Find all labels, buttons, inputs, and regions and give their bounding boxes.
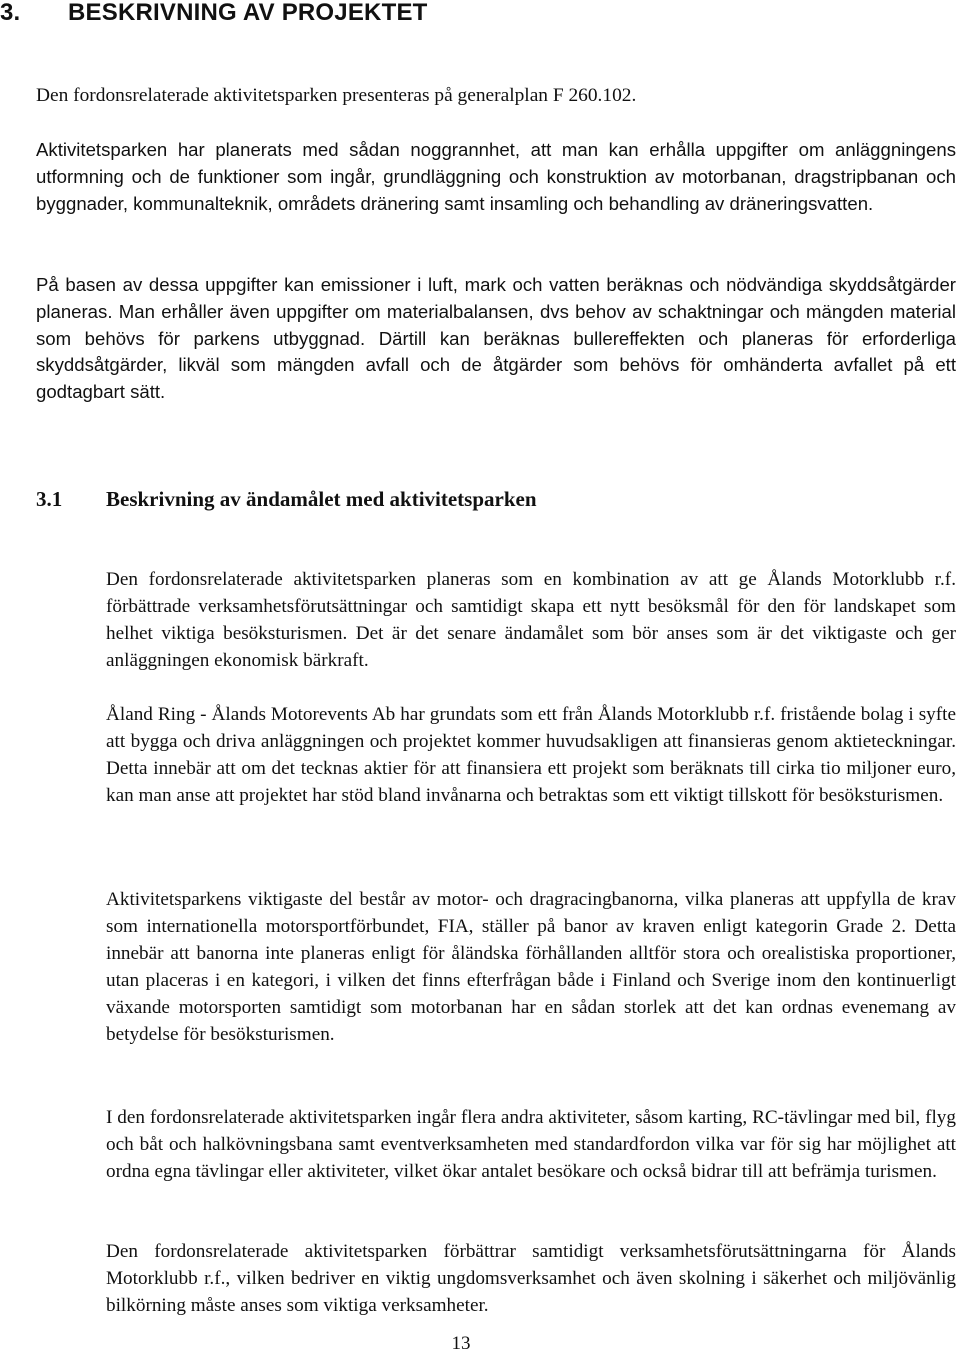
chapter-number: 3. [0,0,21,26]
page-number: 13 [451,1333,471,1354]
intro-paragraph-3: På basen av dessa uppgifter kan emissioner i luft, mark och vatten beräknas och nödvändiga skyddsåtgärder planeras. Man erhåller även uppgifter om materialbalansen, dvs behov av schaktningar och mängden material som behövs för parkens utbyggnad. Därtill kan beräknas bullereffekten och planeras för erforderliga skyddsåtgärder, likväl som mängden avfall och de åtgärder som behövs för omhänderta avfallet på ett godtagbart sätt. [36,274,956,403]
section-paragraph-4: I den fordonsrelaterade aktivitetsparken ingår flera andra aktiviteter, såsom karting, RC-tävlingar med bil, flyg och båt och halkövningsbana samt eventverksamheten med standardfordon vilka var för sig har möjlighet att ordna egna tävlingar eller aktiviteter, vilket ökar antalet besökare och också bidrar till att befrämja turismen. [106,1107,956,1182]
intro-paragraph-2: Aktivitetsparken har planerats med sådan noggrannhet, att man kan erhålla uppgifter om anläggningens utformning och de funktioner som ingår, grundläggning och konstruktion av motorbanan, dragstripbanan och byggnader, kommunalteknik, områdets dränering samt insamling och behandling av dräneringsvatten. [36,139,956,214]
section-paragraph-2: Åland Ring - Ålands Motorevents Ab har grundats som ett från Ålands Motorklubb r.f. fristående bolag i syfte att bygga och driva anläggningen och projektet kommer huvudsakligen att finansieras genom aktieteckningar. Detta innebär att om det tecknas aktier för att finansiera ett projekt som beräknats till cirka tio miljoner euro, kan man anse att projektet har stöd bland invånarna och betraktas som ett viktigt tillskott för besöksturismen. [106,704,956,806]
section-heading [36,485,537,513]
chapter-heading [0,0,428,28]
chapter-title: BESKRIVNING AV PROJEKTET [68,0,428,26]
section-paragraph-1: Den fordonsrelaterade aktivitetsparken planeras som en kombination av att ge Ålands Motorklubb r.f. förbättrade verksamhetsförutsättningar och samtidigt skapa ett nytt besöksmål för den för landskapet som helhet viktiga besöksturismen. Det är det senare ändamålet som bör anses som är det viktigaste och ger anläggningen ekonomisk bärkraft. [106,569,956,671]
section-title: Beskrivning av ändamålet med aktivitetsparken [106,487,537,511]
section-number: 3.1 [36,487,63,511]
intro-paragraph-1: Den fordonsrelaterade aktivitetsparken presenteras på generalplan F 260.102. [36,85,637,106]
section-paragraph-3: Aktivitetsparkens viktigaste del består av motor- och dragracingbanorna, vilka planeras att uppfylla de krav som internationella motorsportförbundet, FIA, ställer på banor av kraven enligt kategorin Grade 2. Detta innebär att banorna inte planeras enligt för åländska förhållanden alltför stora och orealistiska proportioner, utan placeras i en kategori, i vilken det finns efterfrågan både i Finland och Sverige inom den kontinuerligt växande motorsporten samtidigt som motorbanan har en sådan storlek att det kan ordnas evenemang av betydelse för besöksturismen. [106,889,956,1045]
section-paragraph-5: Den fordonsrelaterade aktivitetsparken förbättrar samtidigt verksamhetsförutsättningarna för Ålands Motorklubb r.f., vilken bedriver en viktig ungdomsverksamhet och även skolning i säkerhet och miljövänlig bilkörning måste anses som viktiga verksamheter. [106,1241,956,1316]
